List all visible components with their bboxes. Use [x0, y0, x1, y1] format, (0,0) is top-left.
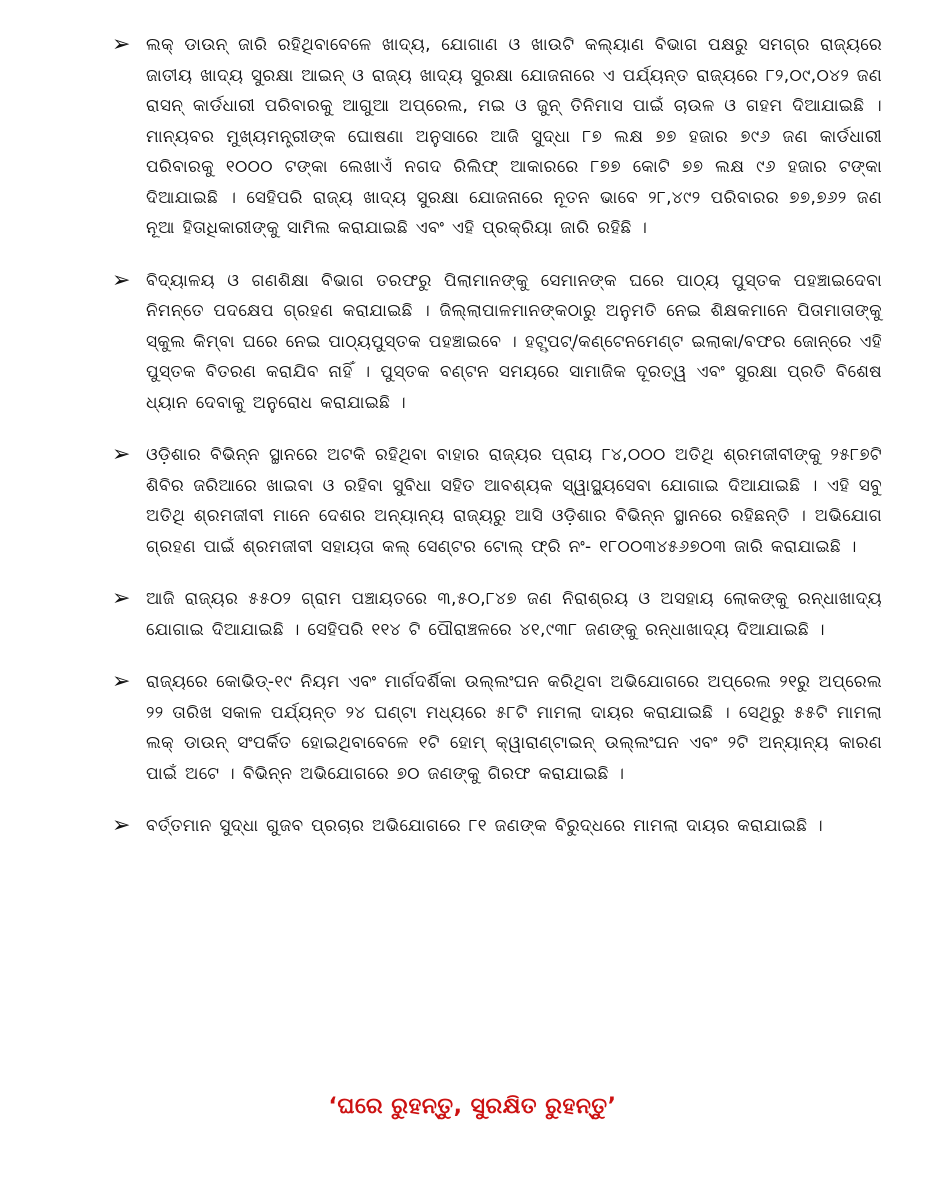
bullet-text: ଆଜି ରାଜ୍ୟର ୫୫୦୨ ଗ୍ରାମ ପଞ୍ଚାୟତରେ ୩,୫୦,୮୪୭ ଜଣ ନିରାଶ୍ରୟ ଓ ଅସହାୟ ଲୋକଙ୍କୁ ରନ୍ଧାଖାଦ୍ୟ ଯୋଗାଇ ଦିଆଯାଇଛି । ସେହିପରି ୧୧୪ ଟି ପୌରାଞ୍ଚଳରେ ୪୧,୯୩୮ ଜଣଙ୍କୁ ରନ୍ଧାଖାଦ୍ୟ ଦିଆଯାଇଛି । — [146, 589, 882, 640]
arrow-bullet-icon: ➢ — [112, 442, 131, 467]
bullet-item-school-books — [112, 266, 882, 419]
arrow-bullet-icon: ➢ — [112, 267, 131, 293]
bullet-text: ବିଦ୍ୟାଳୟ ଓ ଗଣଶିକ୍ଷା ବିଭାଗ ତରଫରୁ ପିଲାମାନଙ୍କୁ ସେମାନଙ୍କ ଘରେ ପାଠ୍ୟ ପୁସ୍ତକ ପହଞ୍ଚାଇଦେବା ନିମନ୍ତେ ପଦକ୍ଷେପ ଗ୍ରହଣ କରାଯାଇଛି । ଜିଲ୍ଲାପାଳମାନଙ୍କଠାରୁ ଅନୁମତି ନେଇ ଶିକ୍ଷକମାନେ ପିତାମାତାଙ୍କୁ ସ୍କୁଲ କିମ୍ବା ଘରେ ନେଇ ପାଠ୍ୟପୁସ୍ତକ ପହଞ୍ଚାଇବେ । ହଟ୍ସ୍ପଟ୍/କଣ୍ଟେନମେଣ୍ଟ ଇଲାକା/ବଫର ଜୋନ୍‌ରେ ଏହି ପୁସ୍ତକ ବିତରଣ କରାଯିବ ନାହିଁ । ପୁସ୍ତକ ବଣ୍ଟନ ସମୟରେ ସାମାଜିକ ଦୂରତ୍ୱ ଏବଂ ସୁରକ୍ଷା ପ୍ରତି ବିଶେଷ ଧ୍ୟାନ ଦେବାକୁ ଅନୁରୋଧ କରାଯାଇଛି । — [146, 270, 882, 413]
bullet-list — [112, 30, 882, 864]
bullet-item-covid-violations — [112, 667, 882, 789]
bullet-item-cooked-food — [112, 584, 882, 645]
slogan: ‘ଘରେ ରୁହନ୍ତୁ, ସୁରକ୍ଷିତ ରୁହନ୍ତୁ’ — [328, 1094, 617, 1119]
arrow-bullet-icon: ➢ — [112, 669, 131, 694]
bullet-text: ଲକ୍ ଡାଉନ୍ ଜାରି ରହିଥିବାବେଳେ ଖାଦ୍ୟ, ଯୋଗାଣ ଓ ଖାଉଟି କଲ୍ୟାଣ ବିଭାଗ ପକ୍ଷରୁ ସମଗ୍ର ରାଜ୍ୟରେ ଜାତୀୟ ଖାଦ୍ୟ ସୁରକ୍ଷା ଆଇନ୍ ଓ ରାଜ୍ୟ ଖାଦ୍ୟ ସୁରକ୍ଷା ଯୋଜନାରେ ଏ ପର୍ଯ୍ୟନ୍ତ ରାଜ୍ୟରେ ୮୨,୦୯,୦୪୨ ଜଣ ରାସନ୍ କାର୍ଡଧାରୀ ପରିବାରକୁ ଆଗୁଆ ଅପ୍ରେଲ, ମଇ ଓ ଜୁନ୍ ତିନିମାସ ପାଇଁ ଚାଉଳ ଓ ଗହମ ଦିଆଯାଇଛି । ମାନ୍ୟବର ମୁଖ୍ୟମନ୍ତ୍ରୀଙ୍କ ଘୋଷଣା ଅନୁସାରେ ଆଜି ସୁଦ୍ଧା ୮୭ ଲକ୍ଷ ୭୭ ହଜାର ୭୯୬ ଜଣ କାର୍ଡଧାରୀ ପରିବାରକୁ ୧୦୦୦ ଟଙ୍କା ଲେଖାଏଁ ନଗଦ ରିଲିଫ୍ ଆକାରରେ ୮୭୭ କୋଟି ୭୭ ଲକ୍ଷ ୯୬ ହଜାର ଟଙ୍କା ଦିଆଯାଇଛି । ସେହିପରି ରାଜ୍ୟ ଖାଦ୍ୟ ସୁରକ୍ଷା ଯୋଜନାରେ ନୂତନ ଭାବେ ୨୮,୪୯୨ ପରିବାରର ୭୭,୭୬୨ ଜଣ ନୂଆ ହିତାଧିକାରୀଙ୍କୁ ସାମିଲ କରାଯାଇଛି ଏବଂ ଏହି ପ୍ରକ୍ରିୟା ଜାରି ରହିଛି । — [146, 35, 882, 238]
bullet-item-rumour-cases — [112, 811, 882, 842]
bullet-item-guest-workers — [112, 440, 882, 562]
arrow-bullet-icon: ➢ — [112, 813, 131, 838]
arrow-bullet-icon: ➢ — [112, 586, 131, 611]
bullet-item-food-supply — [112, 30, 882, 244]
bullet-text: ବର୍ତ୍ତମାନ ସୁଦ୍ଧା ଗୁଜବ ପ୍ରଚାର ଅଭିଯୋଗରେ ୮୧ ଜଣଙ୍କ ବିରୁଦ୍ଧରେ ମାମଲା ଦାୟର କରାଯାଇଛି । — [146, 816, 823, 836]
bullet-text: ରାଜ୍ୟରେ କୋଭିଡ୍-୧୯ ନିୟମ ଏବଂ ମାର୍ଗଦର୍ଶିକା ଉଲ୍ଲଂଘନ କରିଥିବା ଅଭିଯୋଗରେ ଅପ୍ରେଲ ୨୧ରୁ ଅପ୍ରେଲ ୨୨ ତାରିଖ ସକାଳ ପର୍ଯ୍ୟନ୍ତ ୨୪ ଘଣ୍ଟା ମଧ୍ୟରେ ୫୮ଟି ମାମଲା ଦାୟର କରାଯାଇଛି । ସେଥିରୁ ୫୫ଟି ମାମଲା ଲକ୍ ଡାଉନ୍ ସଂପର୍କିତ ହୋଇଥିବାବେଳେ ୧ଟି ହୋମ୍ କ୍ୱାରାଣ୍ଟାଇନ୍ ଉଲ୍ଲଂଘନ ଏବଂ ୨ଟି ଅନ୍ୟାନ୍ୟ କାରଣ ପାଇଁ ଅଟେ । ବିଭିନ୍ନ ଅଭିଯୋଗରେ ୭୦ ଜଣଙ୍କୁ ଗିରଫ କରାଯାଇଛି । — [146, 672, 882, 784]
bullet-text: ଓଡ଼ିଶାର ବିଭିନ୍ନ ସ୍ଥାନରେ ଅଟକି ରହିଥିବା ବାହାର ରାଜ୍ୟର ପ୍ରାୟ ୮୪,୦୦୦ ଅତିଥି ଶ୍ରମଜୀବୀଙ୍କୁ ୨୫୮୭ଟି ଶିବିର ଜରିଆରେ ଖାଇବା ଓ ରହିବା ସୁବିଧା ସହିତ ଆବଶ୍ୟକ ସ୍ୱାସ୍ଥ୍ୟସେବା ଯୋଗାଇ ଦିଆଯାଇଛି । ଏହି ସବୁ ଅତିଥି ଶ୍ରମଜୀବୀ ମାନେ ଦେଶର ଅନ୍ୟାନ୍ୟ ରାଜ୍ୟରୁ ଆସି ଓଡ଼ିଶାର ବିଭିନ୍ନ ସ୍ଥାନରେ ରହିଛନ୍ତି । ଅଭିଯୋଗ ଗ୍ରହଣ ପାଇଁ ଶ୍ରମଜୀବୀ ସହାୟତା କଲ୍ ସେଣ୍ଟର ଟୋଲ୍ ଫ୍ରି ନଂ- ୧୮୦୦୩୪୫୬୭୦୩ ଜାରି କରାଯାଇଛି । — [146, 445, 882, 557]
arrow-bullet-icon: ➢ — [112, 32, 131, 57]
